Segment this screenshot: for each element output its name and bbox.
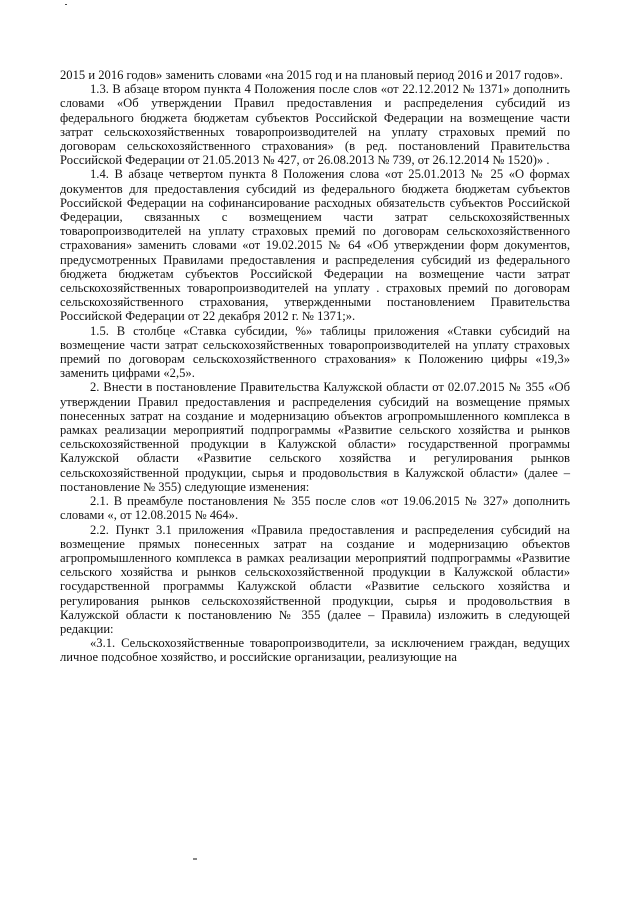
paragraph-continuation: 2015 и 2016 годов» заменить словами «на 2015 год и на плановый период 2016 и 2017 годов».: [60, 68, 563, 82]
paragraph-1-3: 1.3. В абзаце втором пункта 4 Положения после слов «от 22.12.2012 № 1371» дополнить словами «Об утверждении Правил предоставления и распределения субсидий из федерального бюджета бюджетам субъектов Российской Федерации на возмещение части затрат сельскохозяйственных товаропроизводителей на уплату страховых премий по договорам сельскохозяйственного страхования» (в ред. постановлений Правительства Российской Федерации от 21.05.2013 № 427, от 26.08.2013 № 739, от 26.12.2014 № 1520)» .: [60, 82, 570, 168]
paragraph-2: 2. Внести в постановление Правительства Калужской области от 02.07.2015 № 355 «Об утверждении Правил предоставления и распределения субсидий на возмещение прямых понесенных затрат на создание и модернизацию объектов агропромышленного комплекса в рамках реализации мероприятий подпрограммы «Развитие сельского хозяйства и рынков сельскохозяйственной продукции в Калужской области» государственной программы Калужской области «Развитие сельского хозяйства и регулирования рынков сельскохозяйственной продукции, сырья и продовольствия в Калужской области» (далее – постановление № 355) следующие изменения:: [60, 380, 570, 494]
paragraph-2-2: 2.2. Пункт 3.1 приложения «Правила предоставления и распределения субсидий на возмещение прямых понесенных затрат на создание и модернизацию объектов агропромышленного комплекса в рамках реализации мероприятий подпрограммы «Развитие сельского хозяйства и рынков сельскохозяйственной продукции в Калужской области» государственной программы Калужской области «Развитие сельского хозяйства и регулирования рынков сельскохозяйственной продукции, сырья и продовольствия в Калужской области к постановлению № 355 (далее – Правила) изложить в следующей редакции:: [60, 522, 570, 636]
paragraph-1-4: 1.4. В абзаце четвертом пункта 8 Положения слова «от 25.01.2013 № 25 «О формах документов для предоставления субсидий из федерального бюджета бюджетам субъектов Российской Федерации на софинансирование расходных обязательств субъектов Российской Федерации, связанных с возмещением части затрат сельскохозяйственных товаропроизводителей на уплату страховых премий по договорам сельскохозяйственного страхования» заменить словами «от 19.02.2015 № 64 «Об утверждении форм документов, предусмотренных Правилами предоставления и распределения субсидий из федерального бюджета бюджетам субъектов Российской Федерации на возмещение части затрат сельскохозяйственных товаропроизводителей на уплату . страховых премий по договорам сельскохозяйственного страхования, утвержденными постановлением Правительства Российской Федерации от 22 декабря 2012 г. № 1371;».: [60, 167, 570, 324]
paragraph-3-1: «3.1. Сельскохозяйственные товаропроизводители, за исключением граждан, ведущих личное подсобное хозяйство, и российские организации, реализующие на: [60, 636, 570, 665]
scan-speck: [193, 858, 197, 860]
document-body: [60, 68, 570, 665]
scan-speck: [65, 4, 67, 5]
paragraph-1-5: 1.5. В столбце «Ставка субсидии, %» таблицы приложения «Ставки субсидий на возмещение части затрат сельскохозяйственных товаропроизводителей на уплату страховых премий по договорам сельскохозяйственного страхования» к Положению цифры «19,3» заменить цифрами «2,5».: [60, 323, 570, 381]
paragraph-2-1: 2.1. В преамбуле постановления № 355 после слов «от 19.06.2015 № 327» дополнить словами «, от 12.08.2015 № 464».: [60, 494, 570, 523]
